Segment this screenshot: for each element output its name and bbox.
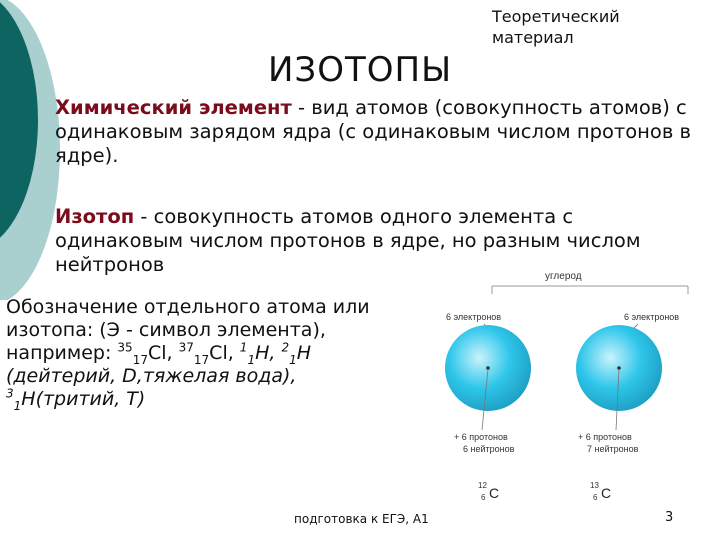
right-isotope-symbol: C [601,485,612,501]
h2-mass: 2 [281,340,290,355]
notation-line1: Обозначение отдельного атома или [6,296,370,318]
term-isotope: Изотоп [55,205,135,228]
cl35-mass: 35 [117,340,133,355]
notation-deuterium: (дейтерий, D,тяжелая вода), [6,365,297,387]
definition-chemical-element [55,96,715,168]
notation-tritium-line [6,388,426,411]
left-electrons-label: 6 электронов [446,312,502,322]
h1-symbol: H, [255,342,282,364]
notation-line2: изотопа: (Э - символ элемента), [6,319,326,341]
right-electrons-label: 6 электронов [624,312,680,322]
h2-charge: 1 [289,352,297,367]
notation-examples [6,342,426,365]
term-chemical-element: Химический элемент [55,96,292,119]
cl35-charge: 17 [132,352,148,367]
h2-symbol: H [296,342,312,364]
right-isotope-mass: 13 [590,481,599,490]
notation-paragraph [6,296,426,411]
page-number: 3 [665,510,674,525]
definition-isotope-text: - совокупность атомов одного элемента с одинаковым числом протонов в ядре, но разным числом нейтронов [55,205,641,276]
footer-text: подготовка к ЕГЭ, А1 [294,512,429,526]
cl35-symbol: Cl, [147,342,179,364]
definition-chemical-element-text: - вид атомов (совокупность атомов) с одинаковым зарядом ядра (с одинаковым числом протонов в ядре). [55,96,692,167]
h1-charge: 1 [247,352,256,367]
cl37-mass: 37 [178,340,194,355]
left-isotope-mass: 12 [478,481,487,490]
cl37-charge: 17 [193,352,210,367]
left-protons-label: + 6 протонов [454,432,508,442]
h3-mass: 3 [6,386,14,401]
example-prefix: например: [6,342,118,364]
cl37-symbol: Cl, [209,342,240,364]
h1-mass: 1 [239,340,248,355]
section-label-line1: Теоретический [492,7,620,26]
right-neutrons-label: 7 нейтронов [587,444,639,454]
tritium-text: H(тритий, Т) [21,388,146,410]
section-label [492,6,620,48]
page-title: ИЗОТОПЫ [268,50,453,90]
left-isotope-charge: 6 [481,493,486,502]
h3-charge: 1 [13,398,22,413]
section-label-line2: материал [492,28,574,47]
left-isotope-symbol: C [489,485,500,501]
left-neutrons-label: 6 нейтронов [463,444,515,454]
right-protons-label: + 6 протонов [578,432,632,442]
right-isotope-charge: 6 [593,493,598,502]
carbon-isotopes-diagram [430,262,720,512]
diagram-title: углерод [545,271,582,282]
